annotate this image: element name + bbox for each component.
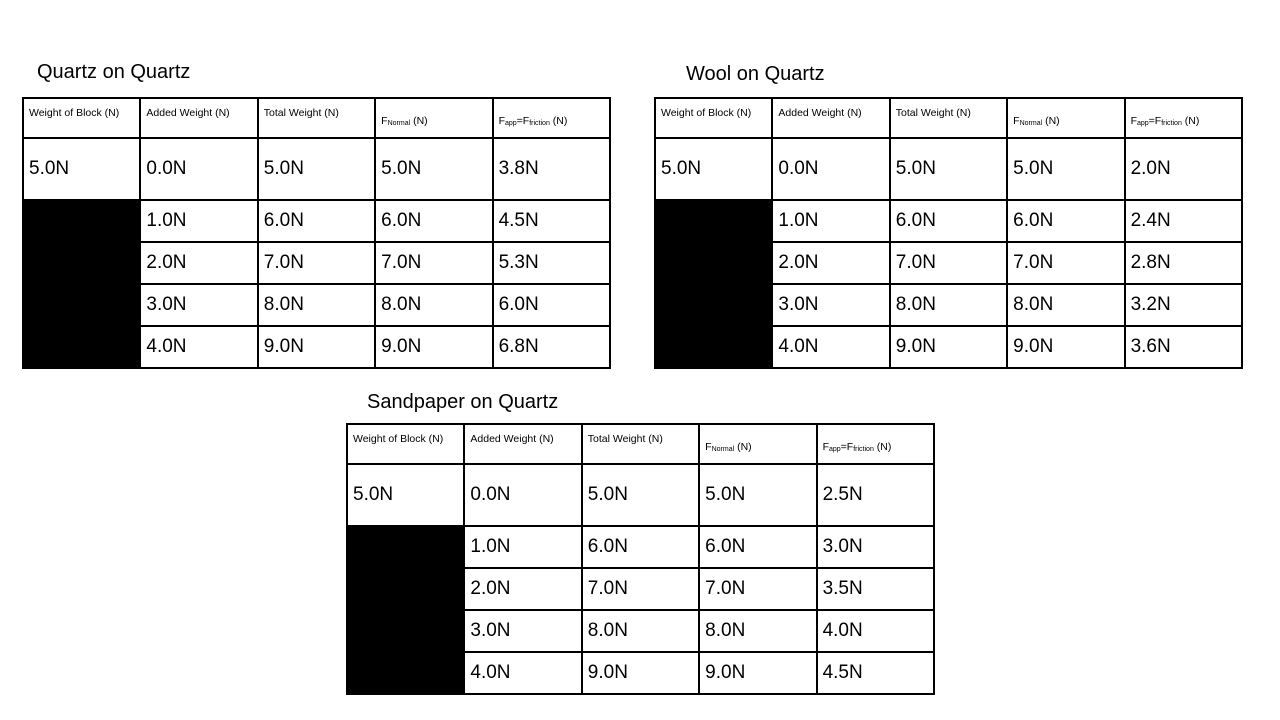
added-weight-cell: 1.0N: [140, 200, 257, 242]
friction-force-cell: 5.3N: [493, 242, 610, 284]
block-weight-cell: 5.0N: [23, 138, 140, 200]
header-weight-of-block: Weight of Block (N): [655, 98, 772, 138]
normal-force-cell: 6.0N: [1007, 200, 1124, 242]
normal-force-cell: 8.0N: [375, 284, 492, 326]
friction-force-cell: 3.8N: [493, 138, 610, 200]
normal-force-cell: 6.0N: [375, 200, 492, 242]
added-weight-cell: 3.0N: [772, 284, 889, 326]
header-f-normal: $F_{Normal}$ (N): [699, 424, 816, 464]
friction-force-cell: 3.0N: [817, 526, 934, 568]
total-weight-cell: 9.0N: [258, 326, 375, 368]
friction-force-cell: 2.5N: [817, 464, 934, 526]
added-weight-cell: 4.0N: [772, 326, 889, 368]
blank-block-cell: [23, 200, 140, 368]
total-weight-cell: 6.0N: [890, 200, 1007, 242]
total-weight-cell: 9.0N: [582, 652, 699, 694]
block-weight-cell: 5.0N: [655, 138, 772, 200]
total-weight-cell: 5.0N: [258, 138, 375, 200]
header-f-normal: $F_{Normal}$ (N): [1007, 98, 1124, 138]
added-weight-cell: 2.0N: [772, 242, 889, 284]
header-row: [23, 98, 610, 138]
table-row: [23, 138, 610, 200]
friction-force-cell: 3.6N: [1125, 326, 1242, 368]
total-weight-cell: 6.0N: [258, 200, 375, 242]
table-title: Sandpaper on Quartz: [367, 391, 559, 413]
added-weight-cell: 0.0N: [464, 464, 581, 526]
table-title: Wool on Quartz: [686, 63, 825, 85]
block-weight-cell: 5.0N: [347, 464, 464, 526]
header-row: [655, 98, 1242, 138]
added-weight-cell: 4.0N: [140, 326, 257, 368]
header-added-weight: Added Weight (N): [772, 98, 889, 138]
friction-force-cell: 4.0N: [817, 610, 934, 652]
table-row: [655, 138, 1242, 200]
added-weight-cell: 0.0N: [772, 138, 889, 200]
normal-force-cell: 7.0N: [1007, 242, 1124, 284]
total-weight-cell: 5.0N: [890, 138, 1007, 200]
total-weight-cell: 6.0N: [582, 526, 699, 568]
header-total-weight: Total Weight (N): [258, 98, 375, 138]
header-added-weight: Added Weight (N): [140, 98, 257, 138]
added-weight-cell: 2.0N: [464, 568, 581, 610]
added-weight-cell: 1.0N: [772, 200, 889, 242]
friction-force-cell: 3.5N: [817, 568, 934, 610]
header-weight-of-block: Weight of Block (N): [347, 424, 464, 464]
table-row: [23, 200, 610, 242]
friction-table: [346, 423, 935, 695]
header-total-weight: Total Weight (N): [890, 98, 1007, 138]
header-f-app-friction: $F_{app}=F_{friction}$ (N): [1125, 98, 1242, 138]
header-weight-of-block: Weight of Block (N): [23, 98, 140, 138]
normal-force-cell: 8.0N: [1007, 284, 1124, 326]
total-weight-cell: 8.0N: [890, 284, 1007, 326]
added-weight-cell: 3.0N: [464, 610, 581, 652]
header-f-app-friction: $F_{app}=F_{friction}$ (N): [493, 98, 610, 138]
header-f-app-friction: $F_{app}=F_{friction}$ (N): [817, 424, 934, 464]
friction-table: [22, 97, 611, 369]
added-weight-cell: 3.0N: [140, 284, 257, 326]
total-weight-cell: 7.0N: [890, 242, 1007, 284]
friction-table: [654, 97, 1243, 369]
normal-force-cell: 5.0N: [375, 138, 492, 200]
header-row: [347, 424, 934, 464]
friction-force-cell: 6.0N: [493, 284, 610, 326]
header-added-weight: Added Weight (N): [464, 424, 581, 464]
friction-force-cell: 6.8N: [493, 326, 610, 368]
friction-force-cell: 4.5N: [493, 200, 610, 242]
normal-force-cell: 7.0N: [699, 568, 816, 610]
friction-force-cell: 4.5N: [817, 652, 934, 694]
total-weight-cell: 8.0N: [258, 284, 375, 326]
total-weight-cell: 8.0N: [582, 610, 699, 652]
blank-block-cell: [347, 526, 464, 694]
added-weight-cell: 4.0N: [464, 652, 581, 694]
friction-force-cell: 2.0N: [1125, 138, 1242, 200]
table-title: Quartz on Quartz: [37, 61, 191, 83]
normal-force-cell: 5.0N: [1007, 138, 1124, 200]
normal-force-cell: 9.0N: [375, 326, 492, 368]
table-row: [347, 464, 934, 526]
normal-force-cell: 7.0N: [375, 242, 492, 284]
added-weight-cell: 2.0N: [140, 242, 257, 284]
friction-force-cell: 2.4N: [1125, 200, 1242, 242]
normal-force-cell: 9.0N: [699, 652, 816, 694]
header-f-normal: $F_{Normal}$ (N): [375, 98, 492, 138]
friction-force-cell: 3.2N: [1125, 284, 1242, 326]
total-weight-cell: 9.0N: [890, 326, 1007, 368]
table-row: [347, 526, 934, 568]
normal-force-cell: 8.0N: [699, 610, 816, 652]
blank-block-cell: [655, 200, 772, 368]
added-weight-cell: 1.0N: [464, 526, 581, 568]
total-weight-cell: 5.0N: [582, 464, 699, 526]
normal-force-cell: 6.0N: [699, 526, 816, 568]
header-total-weight: Total Weight (N): [582, 424, 699, 464]
added-weight-cell: 0.0N: [140, 138, 257, 200]
friction-force-cell: 2.8N: [1125, 242, 1242, 284]
total-weight-cell: 7.0N: [258, 242, 375, 284]
normal-force-cell: 9.0N: [1007, 326, 1124, 368]
total-weight-cell: 7.0N: [582, 568, 699, 610]
normal-force-cell: 5.0N: [699, 464, 816, 526]
table-row: [655, 200, 1242, 242]
